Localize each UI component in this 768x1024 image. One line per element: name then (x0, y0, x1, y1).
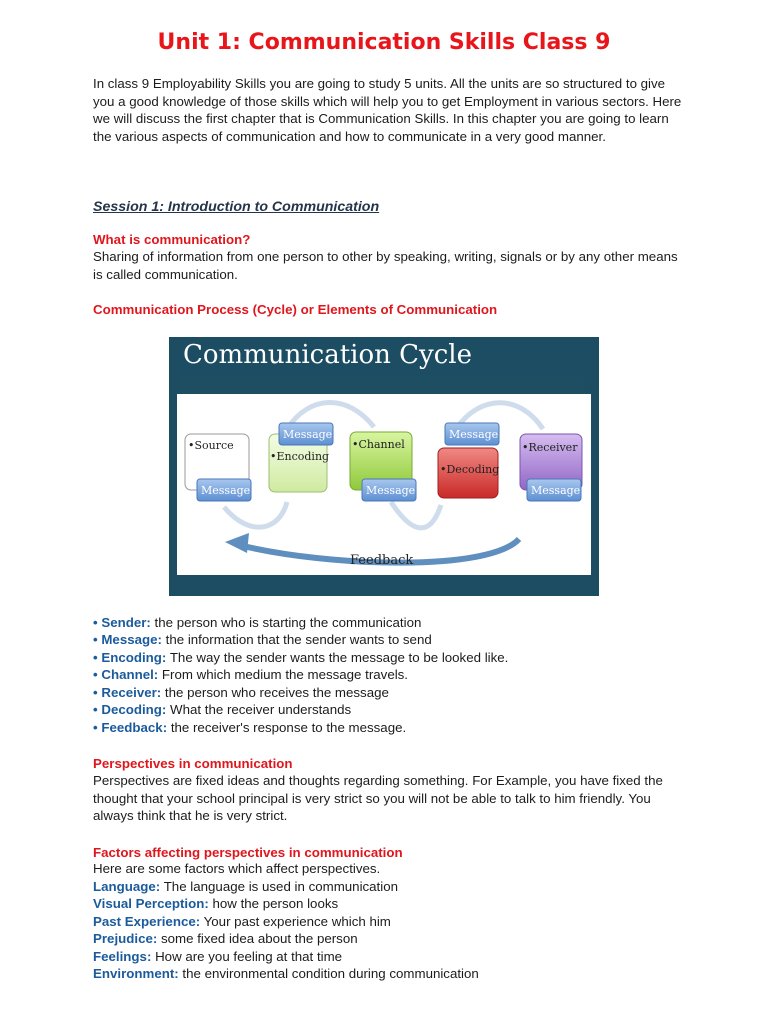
list-item: Past Experience: Your past experience which him (93, 914, 391, 929)
list-item: • Decoding: What the receiver understands (93, 702, 352, 717)
list-item: • Channel: From which medium the message travels. (93, 667, 409, 682)
message-tag-4-label: Message (449, 428, 499, 441)
list-item: • Message: the information that the sender wants to send (93, 632, 432, 647)
encoding-label: •Encoding (270, 450, 330, 463)
list-item: • Sender: the person who is starting the communication (93, 615, 422, 630)
session-heading: Session 1: Introduction to Communication (93, 199, 380, 215)
intro-paragraph: In class 9 Employability Skills you are going to study 5 units. All the units are so structured to give you a good knowledge of those skills which will help you to get Employment in various sectors. Here we will discuss the first chapter that is Communication Skills. In this chapter you are going to learn the various aspects of communication and how to communicate in a very good manner. (93, 76, 682, 144)
list-item: Visual Perception: how the person looks (93, 896, 339, 911)
list-item: Prejudice: some fixed idea about the person (93, 931, 358, 946)
perspectives-heading: Perspectives in communication (93, 756, 293, 771)
factors-heading: Factors affecting perspectives in communication (93, 845, 403, 860)
list-item: Environment: the environmental condition during communication (93, 966, 479, 981)
communication-cycle-diagram (169, 337, 599, 596)
list-item: Language: The language is used in communication (93, 879, 399, 894)
diagram-title: Communication Cycle (183, 340, 472, 370)
page-title: Unit 1: Communication Skills Class 9 (157, 30, 611, 55)
message-tag-3-label: Message (366, 484, 416, 497)
source-label: •Source (188, 439, 234, 452)
feedback-label: Feedback (350, 553, 414, 568)
what-is-heading: What is communication? (93, 232, 251, 247)
list-item: • Encoding: The way the sender wants the message to be looked like. (93, 650, 509, 665)
perspectives-text: Perspectives are fixed ideas and thoughts regarding something. For Example, you have fixed the thought that your school principal is very strict so you will not be able to talk to him friendly. You always think that he is very strict. (93, 773, 663, 824)
decoding-label: •Decoding (440, 463, 500, 476)
list-item: • Feedback: the receiver's response to the message. (93, 720, 407, 735)
list-item: • Receiver: the person who receives the message (93, 685, 389, 700)
what-is-text: Sharing of information from one person to other by speaking, writing, signals or by any other means is called communication. (93, 249, 678, 282)
receiver-label: •Receiver (522, 441, 578, 454)
process-heading: Communication Process (Cycle) or Elements of Communication (93, 302, 498, 317)
factors-intro: Here are some factors which affect perspectives. (93, 861, 381, 876)
channel-label: •Channel (352, 438, 405, 451)
list-item: Feelings: How are you feeling at that time (93, 949, 343, 964)
message-tag-2-label: Message (283, 428, 333, 441)
message-tag-1-label: Message (201, 484, 251, 497)
message-tag-5-label: Message (531, 484, 581, 497)
